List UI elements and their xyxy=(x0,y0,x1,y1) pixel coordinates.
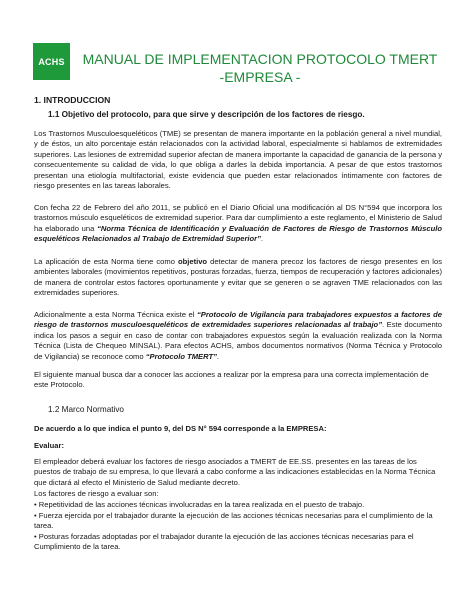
text-run: Adicionalmente a esta Norma Técnica existe el xyxy=(34,310,197,319)
subsection-heading-marco-normativo xyxy=(48,405,124,414)
paragraph-ds594 xyxy=(34,203,442,245)
text-run: . Este documento indica los pasos a seguir en caso de contar con trabajadores expuestos según la evaluación realizada con la Norma Técnica (Lista de Chequeo MINSAL). Para efectos ACHS, ambos documentos normativos (Norma Técnica y Protocolo de Vigilancia) se reconoce como xyxy=(34,320,442,361)
paragraph-objetivo-norma xyxy=(34,257,442,299)
evaluar-label: Evaluar xyxy=(34,441,62,450)
factor-item: • Posturas forzadas adoptadas por el trabajador durante la ejecución de las acciones técnicas necesarias para el Cumplimiento de la tarea. xyxy=(34,532,414,552)
achs-logo xyxy=(33,43,70,80)
factor-item: • Fuerza ejercida por el trabajador durante la ejecución de las acciones técnicas necesarias para el cumplimiento de la tarea. xyxy=(34,511,433,531)
lead-statement: De acuerdo a lo que indica el punto 9, del DS N° 594 corresponde a la EMPRESA: xyxy=(34,424,327,433)
text-run: detectar de manera precoz los factores de riesgo presentes en los ambientes laborales (movimientos repetitivos, posturas forzadas, fuerza, tiempos de recuperación y factores adicionales) de manera de controlar estos factores oportunamente y evitar que se generen o se agraven TME relacionados con las extremidades superiores. xyxy=(34,257,443,298)
paragraph-intro-tme: Los Trastornos Musculoesqueléticos (TME) se presentan de manera importante en la población general a nivel mundial, y de éstos, un alto porcentaje están relacionados con la actividad laboral, especialmente si hablamos de extremidades superiores. Las lesiones de extremidad superior afectan de manera importante la capacidad de ganancia de la persona y consecuentemente su calidad de vida, lo que obliga a darles la debida importancia. A pesar de que estos trastornos presentan una etiología multifactorial, existe evidencia que pueden estar relacionados íntimamente con factores de riesgo presentes en las tareas laborales. xyxy=(34,129,442,191)
paragraph-protocolo-vigilancia xyxy=(34,310,442,362)
text-run: . xyxy=(260,234,264,244)
protocolo-tmert-name: “Protocolo TMERT” xyxy=(145,351,217,361)
logo-text: ACHS xyxy=(38,56,65,67)
protocolo-title: “Protocolo de Vigilancia para trabajadores expuestos a factores de riesgo de trastornos musculoesqueléticos de extremidades superiores relacionadas al trabajo” xyxy=(34,310,442,330)
document-subtitle: -EMPRESA - xyxy=(219,69,301,85)
evaluar-heading: Evaluar: xyxy=(34,441,64,450)
norma-tecnica-title: “Norma Técnica de Identificación y Evaluación de Factores de Riesgo de Trastornos Músculo esqueléticos Relacionados al Trabajo de Extremidad Superior” xyxy=(34,223,442,244)
text-run: Con fecha 22 de Febrero del año 2011, se publicó en el Diario Oficial una modificación al DS N°594 que incorpora los trastornos músculo esqueléticos de extremidad superior. Para dar cumplimiento a este reglamento, el Ministerio de Salud ha elaborado una xyxy=(34,203,442,233)
paragraph-manual-purpose: El siguiente manual busca dar a conocer las acciones a realizar por la empresa para una correcta implementación de este Protocolo. xyxy=(34,370,429,390)
document-title: MANUAL DE IMPLEMENTACION PROTOCOLO TMERT xyxy=(82,51,438,67)
subsection-heading-objetivo: 1.1 Objetivo del protocolo, para que sirve y descripción de los factores de riesgo. xyxy=(48,110,365,119)
objetivo-emphasis: objetivo xyxy=(177,257,208,266)
subsection-label: 1.2 Marco Normativo xyxy=(48,405,124,414)
factors-intro: Los factores de riesgo a evaluar son: xyxy=(34,489,159,498)
factor-item: • Repetitividad de las acciones técnicas involucradas en la tarea realizada en el puesto de trabajo. xyxy=(34,500,365,509)
paragraph-empleador: El empleador deberá evaluar los factores de riesgo asociados a TMERT de EE.SS. presentes en las tareas de los puestos de trabajo de su empresa, lo que llevará a cabo conforme a las indicaciones establecidas en la Norma Técnica que dictará al efecto el Ministerio de Salud mediante decreto. xyxy=(34,457,436,487)
section-heading-introduccion: 1. INTRODUCCION xyxy=(34,95,111,105)
text-run: La aplicación de esta Norma tiene como xyxy=(34,257,178,266)
text-run: . xyxy=(216,351,219,361)
